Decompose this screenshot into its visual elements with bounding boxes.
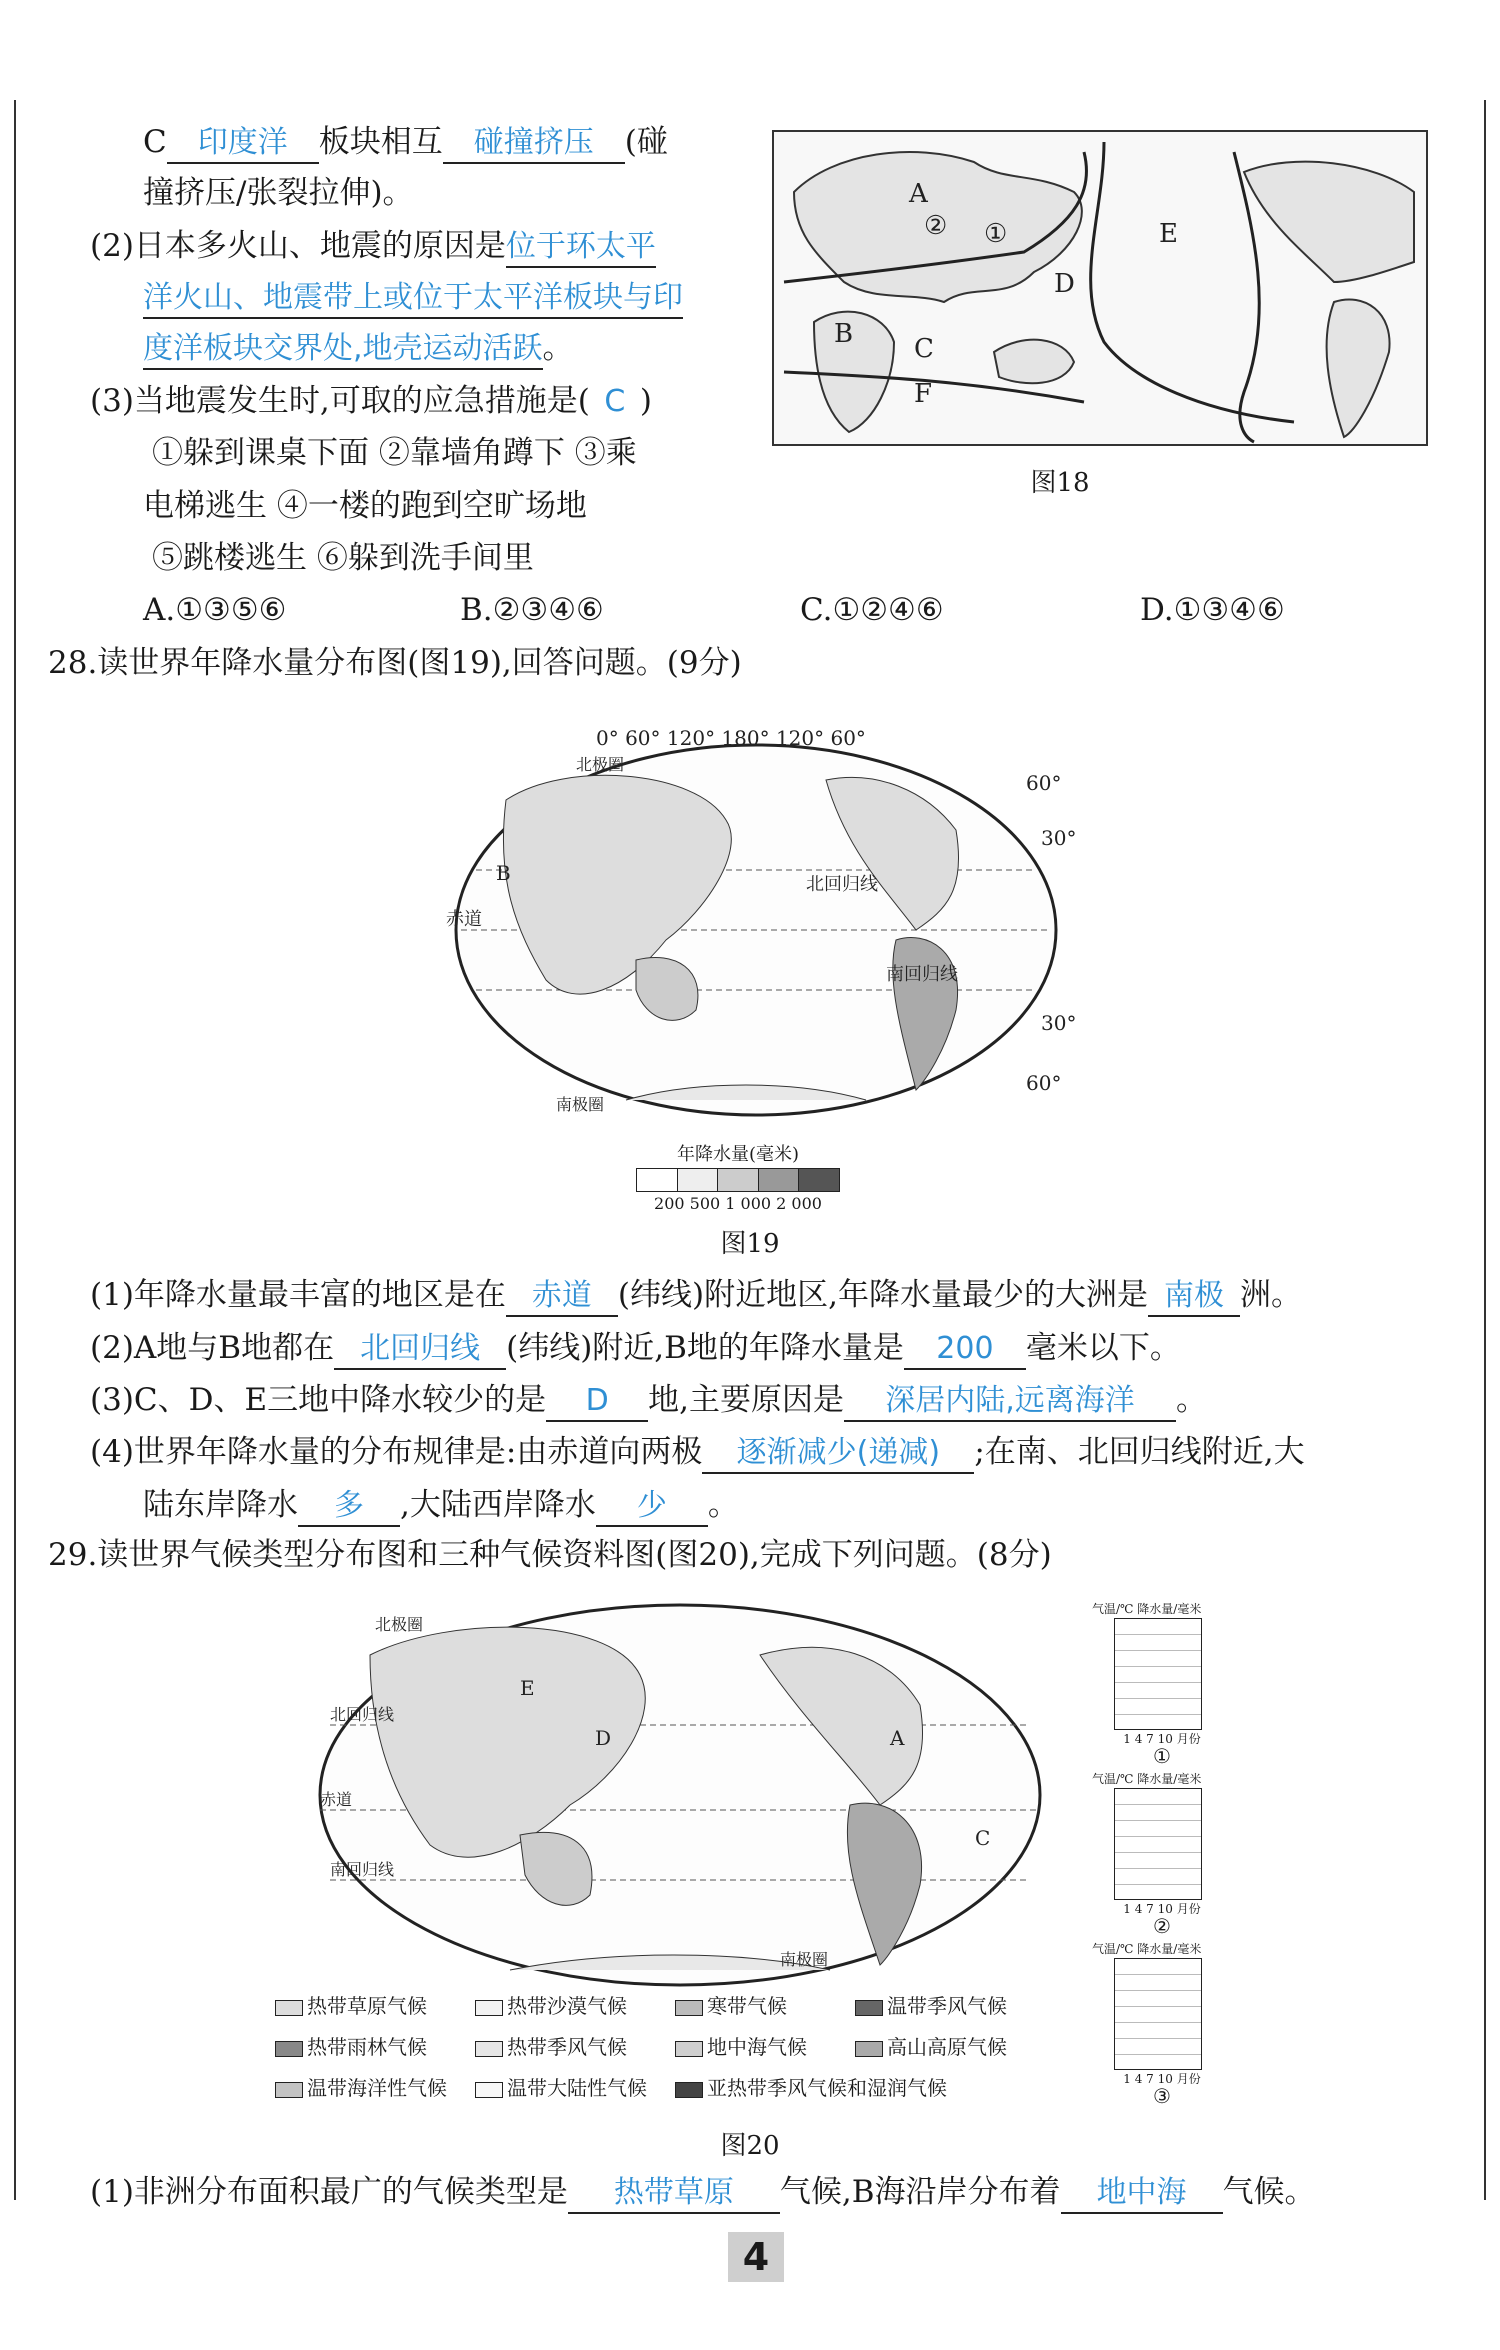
figure20-caption: 图20 — [720, 2131, 780, 2161]
south-tropic-label: 南回归线 — [886, 964, 958, 985]
equator-label: 赤道 — [446, 909, 482, 930]
legend-ticks: 200 500 1 000 2 000 — [654, 1194, 822, 1213]
choice-c[interactable]: C.①②④⑥ — [800, 592, 944, 628]
q27-c-line: C 印度洋 板块相互 碰撞挤压 (碰 — [143, 122, 668, 164]
q28-title: 28.读世界年降水量分布图(图19),回答问题。(9分) — [48, 645, 742, 681]
choice-b[interactable]: B.②③④⑥ — [460, 592, 604, 628]
climate-legend — [275, 1990, 1075, 2101]
legend-item: 地中海气候 — [675, 2031, 855, 2060]
map-label-b: B — [496, 861, 511, 885]
q27-p3-line: (3)当地震发生时,可取的应急措施是( C ) — [90, 383, 652, 419]
legend-item: 寒带气候 — [675, 1990, 855, 2019]
page-number: 4 — [728, 2232, 784, 2282]
answer-blank[interactable]: 位于环太平 — [506, 228, 656, 268]
answer-blank[interactable]: 200 — [904, 1330, 1026, 1370]
map-label-c: C — [975, 1826, 991, 1850]
answer-blank[interactable]: D — [546, 1382, 648, 1422]
legend-swatches — [636, 1168, 840, 1192]
equator-label: 赤道 — [320, 1790, 353, 1809]
q28-p2: (2)A地与B地都在 北回归线 (纬线)附近,B地的年降水量是 200 毫米以下。 — [90, 1328, 1181, 1370]
longitude-labels: 0° 60° 120° 180° 120° 60° — [596, 726, 866, 750]
q27-options-line1: ①躲到课桌下面 ②靠墙角蹲下 ③乘 — [152, 435, 637, 471]
legend-title: 年降水量(毫米) — [676, 1144, 800, 1165]
answer-blank[interactable]: 度洋板块交界处,地壳运动活跃 — [143, 330, 543, 370]
q28-p3: (3)C、D、E三地中降水较少的是 D 地,主要原因是 深居内陆,远离海洋 。 — [90, 1380, 1207, 1422]
q27-p2-line2 — [143, 277, 683, 319]
map-label-a: A — [909, 179, 928, 209]
plate-map-figure18 — [772, 130, 1428, 446]
answer-blank[interactable]: 赤道 — [506, 1277, 618, 1317]
answer-blank[interactable]: 碰撞挤压 — [443, 124, 625, 164]
map-label-c: C — [914, 334, 934, 364]
map-label-f: F — [914, 379, 933, 409]
antarctic-circle-label: 南极圈 — [556, 1095, 605, 1114]
legend-item: 温带季风气候 — [855, 1990, 1055, 2019]
precipitation-map-svg — [446, 726, 1077, 1130]
north-tropic-label: 北回归线 — [330, 1705, 395, 1724]
legend-item: 热带雨林气候 — [275, 2031, 475, 2060]
precipitation-legend — [628, 1140, 848, 1213]
legend-item: 温带大陆性气候 — [475, 2072, 675, 2101]
choice-a[interactable]: A.①③⑤⑥ — [143, 592, 287, 628]
map-label-d: D — [1054, 269, 1075, 299]
answer-blank[interactable]: 印度洋 — [167, 124, 319, 164]
q27-p2-line3: 度洋板块交界处,地壳运动活跃。 — [143, 328, 574, 370]
legend-item: 热带沙漠气候 — [475, 1990, 675, 2019]
map-label-a: A — [890, 1726, 905, 1750]
legend-item: 热带季风气候 — [475, 2031, 675, 2060]
legend-item: 高山高原气候 — [855, 2031, 1055, 2060]
answer-blank[interactable]: C — [604, 384, 626, 419]
climate-chart-1: 气温/℃ 降水量/毫米 1 4 7 10 月份 ① — [1092, 1602, 1202, 1768]
q27-options-line3: ⑤跳楼逃生 ⑥躲到洗手间里 — [152, 540, 534, 576]
north-tropic-label: 北回归线 — [806, 874, 878, 895]
q27-p2-line1: (2)日本多火山、地震的原因是位于环太平 — [90, 226, 656, 268]
map-label-d: D — [595, 1726, 612, 1750]
q28-p1: (1)年降水量最丰富的地区是在 赤道 (纬线)附近地区,年降水量最少的大洲是 南极 洲。 — [90, 1275, 1302, 1317]
legend-item: 亚热带季风气候和湿润气候 — [675, 2072, 1055, 2101]
lat-60s-label: 60° — [1026, 1071, 1062, 1095]
map-label-e: E — [520, 1676, 535, 1700]
map-label-n2: ② — [924, 211, 948, 241]
climate-chart-3: 气温/℃ 降水量/毫米 1 4 7 10 月份 ③ — [1092, 1942, 1202, 2108]
answer-blank[interactable]: 北回归线 — [334, 1330, 506, 1370]
q27-options-line2: 电梯逃生 ④一楼的跑到空旷场地 — [143, 488, 587, 524]
precipitation-map-figure19 — [446, 726, 1077, 1130]
q29-title: 29.读世界气候类型分布图和三种气候资料图(图20),完成下列问题。(8分) — [48, 1537, 1052, 1573]
answer-blank[interactable]: 少 — [596, 1487, 708, 1527]
answer-blank[interactable]: 洋火山、地震带上或位于太平洋板块与印 — [143, 279, 683, 319]
map-label-e: E — [1159, 219, 1178, 249]
right-margin-line — [1484, 100, 1486, 2200]
lat-60n-label: 60° — [1026, 771, 1062, 795]
q27-c-line2: 撞挤压/张裂拉伸)。 — [143, 175, 414, 211]
left-margin-line — [14, 100, 16, 2200]
climate-map-svg — [310, 1595, 1050, 1995]
plate-map-svg — [774, 132, 1426, 444]
figure19-caption: 图19 — [720, 1229, 780, 1259]
map-label-b: B — [834, 319, 854, 349]
q28-p4: (4)世界年降水量的分布规律是:由赤道向两极 逐渐减少(递减) ;在南、北回归线附近,大 — [90, 1432, 1305, 1474]
south-tropic-label: 南回归线 — [330, 1860, 395, 1879]
arctic-circle-label: 北极圈 — [576, 755, 625, 774]
choice-d[interactable]: D.①③④⑥ — [1140, 592, 1285, 628]
legend-item: 温带海洋性气候 — [275, 2072, 475, 2101]
lat-30n-label: 30° — [1041, 826, 1077, 850]
answer-blank[interactable]: 多 — [298, 1487, 400, 1527]
map-label-n1: ① — [984, 219, 1008, 249]
answer-blank[interactable]: 地中海 — [1061, 2174, 1223, 2214]
lat-30s-label: 30° — [1041, 1011, 1077, 1035]
arctic-circle-label: 北极圈 — [375, 1615, 424, 1634]
answer-blank[interactable]: 逐渐减少(递减) — [702, 1434, 974, 1474]
figure18-caption: 图18 — [1030, 468, 1090, 498]
q29-p1: (1)非洲分布面积最广的气候类型是 热带草原 气候,B海沿岸分布着 地中海 气候。 — [90, 2172, 1316, 2214]
legend-item: 热带草原气候 — [275, 1990, 475, 2019]
q28-p4b: 陆东岸降水 多 ,大陆西岸降水 少 。 — [143, 1485, 739, 1527]
antarctic-circle-label: 南极圈 — [780, 1950, 829, 1969]
answer-blank[interactable]: 热带草原 — [568, 2174, 780, 2214]
climate-chart-2: 气温/℃ 降水量/毫米 1 4 7 10 月份 ② — [1092, 1772, 1202, 1938]
climate-map-figure20 — [310, 1595, 1050, 1995]
answer-blank[interactable]: 深居内陆,远离海洋 — [844, 1382, 1176, 1422]
answer-blank[interactable]: 南极 — [1148, 1277, 1240, 1317]
